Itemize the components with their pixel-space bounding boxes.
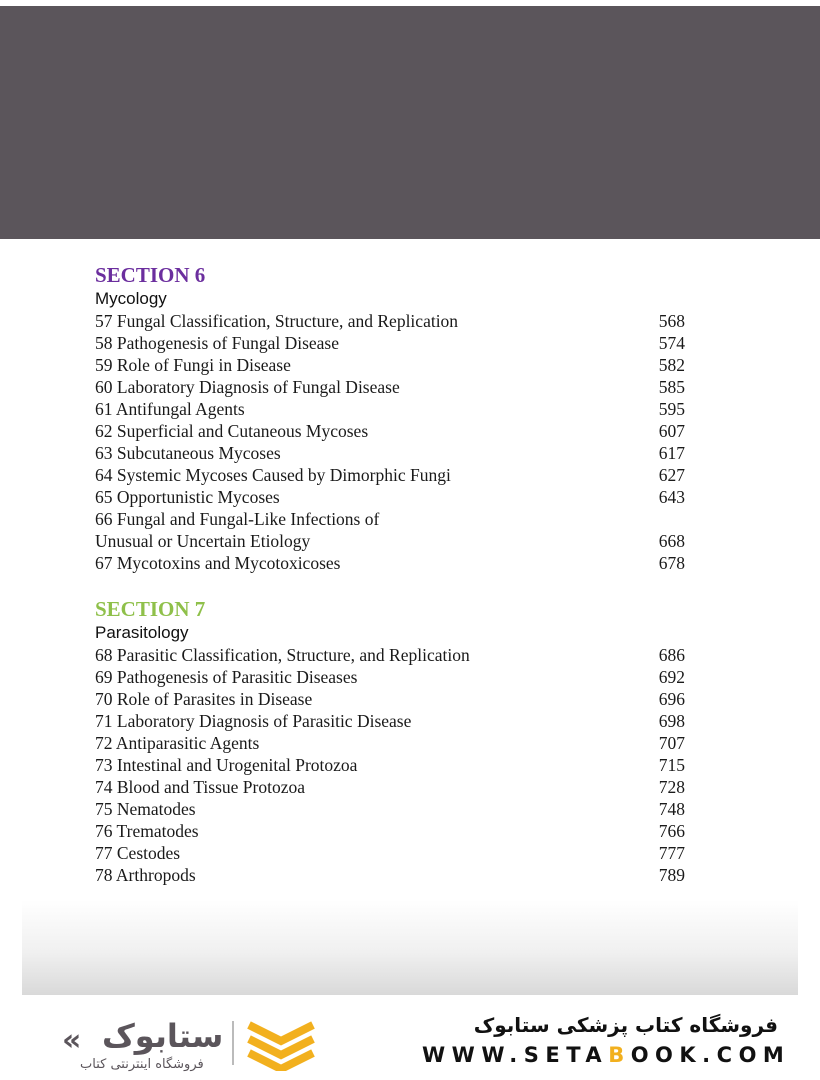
chapter-entry [95,310,685,332]
chapter-title: 74 Blood and Tissue Protozoa [95,777,306,797]
chapter-entry [95,332,685,354]
page-number: 777 [658,843,685,863]
page-number: 585 [658,377,685,397]
page-number: 789 [658,865,685,885]
chapter-title: 60 Laboratory Diagnosis of Fungal Disease [95,377,400,397]
page-number: 643 [658,487,685,507]
chapter-title: 72 Antiparasitic Agents [95,733,260,753]
chapter-title: 67 Mycotoxins and Mycotoxicoses [95,553,341,573]
page-number: 574 [658,333,685,353]
section-subtitle: Mycology [95,289,167,308]
chapter-title: 57 Fungal Classification, Structure, and Replication [95,311,459,331]
url-part: WWW.SETA [422,1043,609,1067]
chapter-title: 63 Subcutaneous Mycoses [95,443,281,463]
chapter-entry [95,798,685,820]
section-heading: SECTION 7 [95,597,206,621]
store-name: فروشگاه کتاب پزشکی ستابوک [473,1013,778,1037]
chapter-title: Unusual or Uncertain Etiology [95,531,311,551]
chapter-title: 71 Laboratory Diagnosis of Parasitic Disease [95,711,412,731]
chapter-entry [95,666,685,688]
chapter-list [95,644,695,886]
chapter-entry [95,376,685,398]
chapter-entry [95,732,685,754]
chapter-title: 62 Superficial and Cutaneous Mycoses [95,421,369,441]
section-heading: SECTION 6 [95,263,206,287]
chapter-title: 78 Arthropods [95,865,196,885]
page-number: 696 [658,689,685,709]
chapter-title: 61 Antifungal Agents [95,399,245,419]
chapter-title: 70 Role of Parasites in Disease [95,689,313,709]
chapter-title: 77 Cestodes [95,843,181,863]
logo-divider [232,1021,234,1065]
chapter-title: 68 Parasitic Classification, Structure, and Replication [95,645,470,665]
chapter-entry [95,644,685,666]
url-part: OOK.COM [630,1043,791,1067]
page-number: 568 [658,311,685,331]
page-number: 668 [658,531,685,551]
chapter-entry [95,842,685,864]
chapter-entry [95,754,685,776]
chapter-title: 76 Trematodes [95,821,199,841]
chapter-entry [95,354,685,376]
chapter-title: 75 Nematodes [95,799,196,819]
page-number: 715 [658,755,685,775]
double-chevron-icon: « [62,1023,78,1058]
url-accent: B [608,1043,631,1067]
page-number: 686 [658,645,685,665]
page-number: 607 [658,421,685,441]
chapter-title: 73 Intestinal and Urogenital Protozoa [95,755,358,775]
chapter-title: 66 Fungal and Fungal-Like Infections of [95,509,380,529]
footer [0,995,820,1080]
chevron-stack-icon [245,1019,317,1076]
chapter-title: 65 Opportunistic Mycoses [95,487,280,507]
page-number: 582 [658,355,685,375]
page-number: 595 [658,399,685,419]
chapter-entry [95,688,685,710]
page-number: 766 [658,821,685,841]
page-number: 692 [658,667,685,687]
chapter-entry [95,776,685,798]
chapter-entry [95,420,685,442]
chapter-title: 58 Pathogenesis of Fungal Disease [95,333,339,353]
section-6 [95,262,695,574]
page-number: 728 [658,777,685,797]
section-7 [95,596,695,886]
chapter-entry [95,864,685,886]
page-number: 698 [658,711,685,731]
chapter-entry [95,820,685,842]
chapter-title: 59 Role of Fungi in Disease [95,355,291,375]
page-number: 617 [658,443,685,463]
page-number: 678 [658,553,685,573]
logo-text: ستابوک [102,1017,224,1055]
chapter-title: 69 Pathogenesis of Parasitic Diseases [95,667,358,687]
chapter-title: 64 Systemic Mycoses Caused by Dimorphic Fungi [95,465,451,485]
chapter-entry [95,442,685,464]
store-url[interactable] [422,1043,790,1067]
chapter-entry [95,552,685,574]
chapter-entry [95,486,685,508]
header-band [0,6,820,239]
page-number: 707 [658,733,685,753]
chapter-entry [95,508,685,530]
store-logo[interactable] [40,1015,320,1075]
table-of-contents [95,262,695,886]
chapter-entry [95,530,685,552]
logo-tagline: فروشگاه اینترنتی کتاب [80,1057,204,1072]
section-subtitle: Parasitology [95,623,189,642]
chapter-entry [95,464,685,486]
chapter-entry [95,398,685,420]
page-number: 627 [658,465,685,485]
page-number: 748 [658,799,685,819]
footer-shadow [22,900,798,995]
chapter-list [95,310,695,574]
chapter-entry [95,710,685,732]
